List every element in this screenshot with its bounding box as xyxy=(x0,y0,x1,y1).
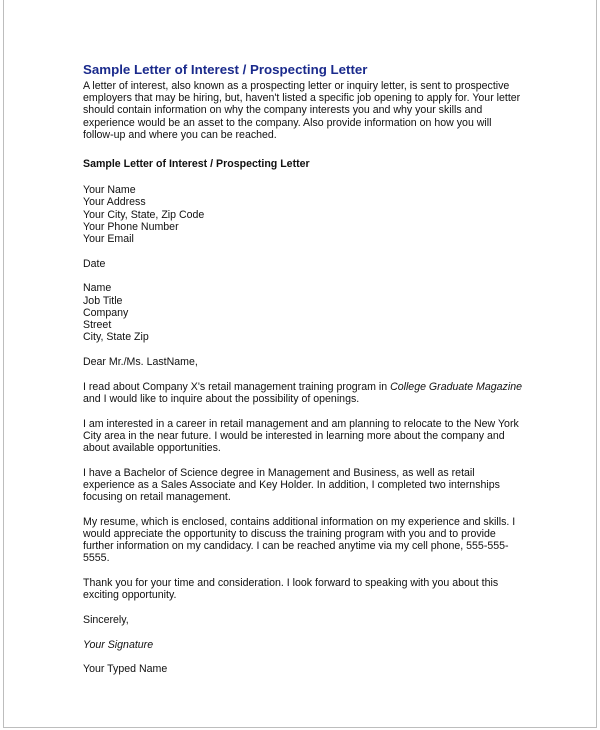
signature-text: Your Signature xyxy=(83,638,154,651)
recipient-city: City, State Zip xyxy=(83,331,149,344)
magazine-title: College Graduate Magazine xyxy=(390,380,522,393)
document-title: Sample Letter of Interest / Prospecting Letter xyxy=(83,62,368,77)
sender-city: Your City, State, Zip Code xyxy=(83,208,205,221)
salutation: Dear Mr./Ms. LastName, xyxy=(83,355,198,368)
recipient-block xyxy=(83,282,523,343)
intro-paragraph: A letter of interest, also known as a prospecting letter or inquiry letter, is sent to prospective employers that may be hiring, but, haven't listed a specific job opening to apply for. Your letter should contain information on why the company interests you and why your skills and experience would be an asset to the company. Also provide information on how you will follow-up and where you can be reached. xyxy=(83,80,521,141)
typed-name: Your Typed Name xyxy=(83,663,168,676)
recipient-name: Name xyxy=(83,282,112,295)
body-paragraph-3: I have a Bachelor of Science degree in Management and Business, as well as retail experience as a Sales Associate and Key Holder. In addition, I completed two internships focusing on retail management. xyxy=(83,466,500,504)
closing: Sincerely, xyxy=(83,614,129,626)
sender-address: Your Address xyxy=(83,196,146,209)
paragraph-1-before: I read about Company X's retail management training program in xyxy=(83,380,391,393)
paragraph-1-after: and I would like to inquire about the possibility of openings. xyxy=(83,392,360,405)
sender-block xyxy=(83,184,523,245)
letter-content xyxy=(83,62,523,676)
body-paragraph-4: My resume, which is enclosed, contains additional information on my experience and skills. I would appreciate the opportunity to discuss the training program with you and to provide further information on my candidacy. I can be reached anytime via my cell phone, 555-555-5555. xyxy=(83,515,516,565)
letter-subtitle: Sample Letter of Interest / Prospecting Letter xyxy=(83,158,310,171)
sender-email: Your Email xyxy=(83,233,134,246)
sender-phone: Your Phone Number xyxy=(83,220,179,233)
body-paragraph-1 xyxy=(83,381,523,405)
document-page xyxy=(3,0,597,728)
recipient-company: Company xyxy=(83,306,129,319)
body-paragraph-5: Thank you for your time and consideration. I look forward to speaking with you about this exciting opportunity. xyxy=(83,577,499,602)
letter-date: Date xyxy=(83,257,106,270)
body-paragraph-2: I am interested in a career in retail management and am planning to relocate to the New York City area in the near future. I would be interested in learning more about the company and about available opportunities. xyxy=(83,417,519,454)
signature xyxy=(83,639,523,651)
sender-name: Your Name xyxy=(83,184,136,197)
recipient-street: Street xyxy=(83,319,112,332)
recipient-job-title: Job Title xyxy=(83,294,123,307)
